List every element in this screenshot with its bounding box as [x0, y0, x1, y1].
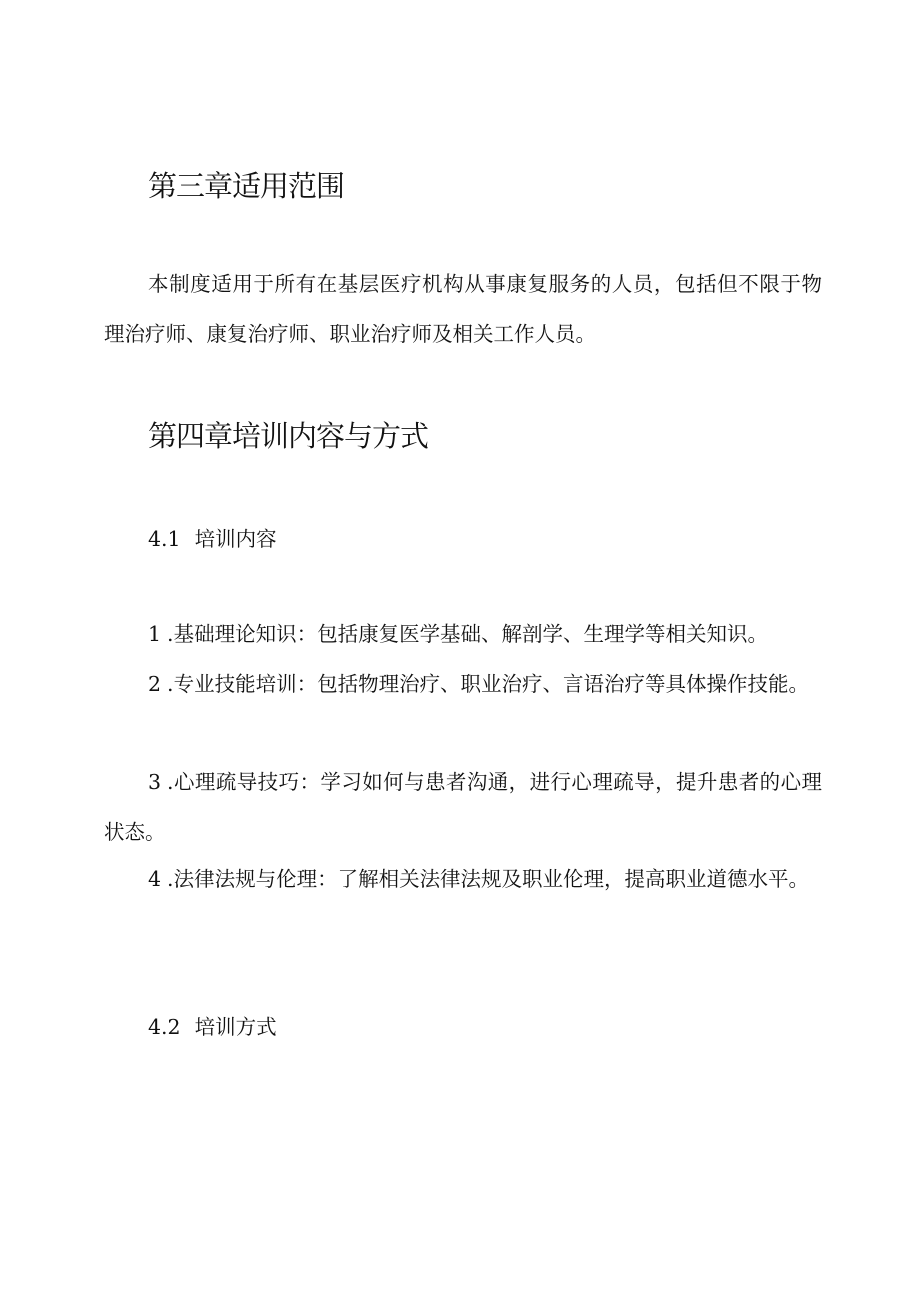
- list-item-number: 1: [148, 622, 162, 646]
- list-item: [104, 659, 822, 709]
- chapter-3-heading: 第三章适用范围: [148, 169, 345, 203]
- section-4-2-heading: [148, 1012, 277, 1042]
- chapter-3-paragraph: 本制度适用于所有在基层医疗机构从事康复服务的人员，包括但不限于物理治疗师、康复治疗师、职业治疗师及相关工作人员。: [104, 272, 822, 346]
- list-item-text: .基础理论知识：包括康复医学基础、解剖学、生理学等相关知识。: [167, 622, 769, 646]
- section-title: 培训内容: [194, 527, 277, 551]
- section-number: 4.1: [148, 527, 181, 551]
- list-item-text: .法律法规与伦理：了解相关法律法规及职业伦理，提高职业道德水平。: [167, 867, 810, 891]
- list-item-text: .专业技能培训：包括物理治疗、职业治疗、言语治疗等具体操作技能。: [167, 672, 810, 696]
- list-item-text: .心理疏导技巧：学习如何与患者沟通，进行心理疏导，提升患者的心理状态。: [104, 770, 822, 844]
- section-title: 培训方式: [194, 1015, 277, 1039]
- list-item-number: 2: [148, 672, 162, 696]
- section-4-1-heading: [148, 524, 277, 554]
- section-number: 4.2: [148, 1015, 181, 1039]
- list-item: [104, 609, 822, 659]
- list-item: [104, 757, 822, 857]
- list-item-number: 4: [148, 867, 162, 891]
- chapter-4-heading: 第四章培训内容与方式: [148, 419, 429, 453]
- list-item: [104, 854, 822, 904]
- list-item-number: 3: [148, 770, 162, 794]
